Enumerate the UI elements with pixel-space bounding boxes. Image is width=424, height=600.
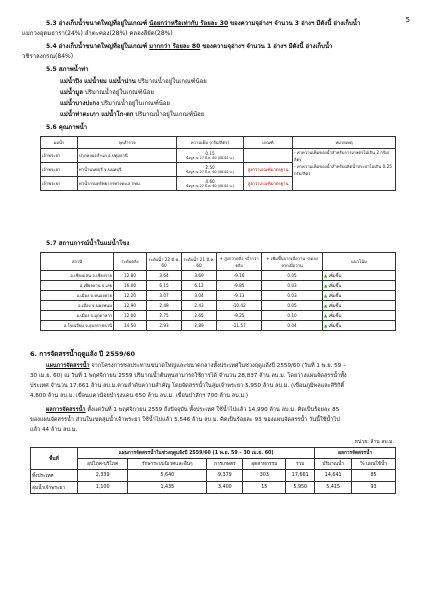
sub-header: อุปโภค-บริโภค bbox=[78, 459, 128, 470]
runoff-row: แม่น้ำปิง แม่น้ำยม แม่น้ำน่าน ปริมาณน้ำอยู่ในเกณฑ์น้อย bbox=[60, 78, 207, 85]
sub-header: % แผนใช้น้ำ bbox=[352, 459, 396, 470]
sub-header: รวม bbox=[286, 459, 315, 470]
table-row: อ.เมือง จ.มุกดาหาร 12.00 2.75 2.65 -9.25 0.10 ▲ เพิ่มขึ้น bbox=[41, 311, 396, 321]
triangle-up-icon: ▲ bbox=[324, 313, 328, 318]
sub-header: ปริมาณน้ำ bbox=[315, 459, 352, 470]
plan-paragraph: แผนการจัดสรรน้ำ จากโครงการชลประทานขนาดใหญ่และขนาดกลางทั้งประเทศในช่วงฤดูแล้งปี 2559/60 (วันที่ 1 พ.ย. 59 – bbox=[46, 363, 346, 369]
section-6-title: 6. การจัดสรรน้ำฤดูแล้ง ปี 2559/60 bbox=[30, 350, 136, 358]
table-row: อ.เมือง จ.หนองคาย 12.20 3.07 3.04 -9.13 0.03 ▲ เพิ่มขึ้น bbox=[41, 291, 396, 301]
section-5-4: 5.4 อ่างเก็บน้ำขนาดใหญ่ที่อยู่ในเกณฑ์ มากกว่า ร้อยละ 80 ของความจุอ่างฯ จำนวน 1 อ่างฯ มีดังนี้ อ่างเก็บน้ำ bbox=[46, 43, 333, 50]
plan-paragraph-line: ประเทศ จำนวน 17,661 ล้าน ลบ.ม.ตามลำดับความสำคัญ โดยจัดสรรน้ำในลุ่มเจ้าพระยา 5,950 ล้าน ลบ.ม. (เขื่อนภูมิพลและสิริกิติ์ bbox=[30, 383, 345, 389]
col-header: พื้นที่ bbox=[31, 448, 78, 470]
col-header: แนวโน้ม bbox=[323, 253, 396, 271]
table-row: อ.โขงเจียม จ.อุบลราชธานี 14.50 2.93 2.89 -11.57 0.04 ▲ เพิ่มขึ้น bbox=[41, 321, 396, 331]
col-header: ระดับตลิ่ง bbox=[114, 253, 147, 271]
sub-header: การเกษตร bbox=[207, 459, 243, 470]
section-5-4-detail: วชิราลงกรณ(84%) bbox=[22, 53, 74, 60]
col-header: สถานี bbox=[41, 253, 114, 271]
unit-label: หน่วย: ล้าน ลบ.ม. bbox=[354, 439, 394, 445]
triangle-up-icon: ▲ bbox=[324, 283, 328, 288]
allocation-table bbox=[30, 447, 396, 494]
sub-header: รักษาระบบนิเวศและอื่นๆ bbox=[128, 459, 207, 470]
triangle-up-icon: ▲ bbox=[324, 273, 328, 278]
result-paragraph-line: ของแผนจัดสรรน้ำ ส่วนในเขตลุ่มน้ำเจ้าพระยา ใช้น้ำไปแล้ว 5,546 ล้าน ลบ.ม. คิดเป็นร้อยละ 93 ของแผนจัดสรรน้ำ วันนี้ใช้น้ำไป bbox=[30, 417, 340, 423]
col-header: ระดับน้ำ 22 มี.ค. 60 bbox=[147, 253, 182, 271]
col-header: ระดับน้ำ 21 มี.ค. 60 bbox=[182, 253, 217, 271]
col-header: + สูงกว่าตลิ่ง -ต่ำกว่าตลิ่ง bbox=[217, 253, 262, 271]
result-paragraph: ผลการจัดสรรน้ำ ตั้งแต่วันที่ 1 พฤศจิกายน 2559 ถึงปัจจุบัน ทั้งประเทศ ใช้น้ำไปแล้ว 14,990 ล้าน ลบ.ม. คิดเป็นร้อยละ 85 bbox=[46, 407, 340, 413]
col-header: แผนการจัดสรรน้ำในช่วงฤดูแล้งปี 2559/60 (1 พ.ย. 59 – 30 เม.ย. 60) bbox=[78, 448, 315, 459]
plan-paragraph-line: 30 เม.ย. 60) ณ วันที่ 1 พฤศจิกายน 2559 ปริมาณน้ำต้นทุนสามารถใช้การได้ จำนวน 28,837 ล้าน ลบ.ม. โดยวางแผนจัดสรรน้ำทั้ง bbox=[30, 373, 347, 379]
mekong-table bbox=[40, 252, 396, 331]
col-header: เกณฑ์ bbox=[244, 137, 293, 149]
runoff-row: แม่น้ำบางปะกง ปริมาณน้ำอยู่ในเกณฑ์น้อย bbox=[60, 100, 170, 107]
triangle-up-icon: ▲ bbox=[324, 323, 328, 328]
table-row: อ.เมือง จ.นครพนม 12.90 2.48 2.43 -10.42 0.05 ▲ เพิ่มขึ้น bbox=[41, 301, 396, 311]
table-row: อ.เชียงคาน จ.เลย 16.00 6.15 6.12 -9.85 0.03 ▲ เพิ่มขึ้น bbox=[41, 281, 396, 291]
result-paragraph-line: แล้ว 44 ล้าน ลบ.ม. bbox=[30, 427, 78, 433]
section-5-3-detail: แม่กวงอุดมธารา(24%) ลำตะคอง(28%) คลองสียัด(28%) bbox=[22, 30, 173, 37]
col-header: + เพิ่มขึ้นจากเมื่อวาน -ลดลงจากเมื่อวาน bbox=[262, 253, 323, 271]
col-header: จุดสำรวจ bbox=[78, 137, 177, 149]
triangle-up-icon: ▲ bbox=[324, 303, 328, 308]
section-5-5-title: 5.5 สภาพน้ำท่า bbox=[46, 66, 89, 73]
table-row: ทั้งประเทศ 2,339 5,640 9,379 303 17,661 14,641 85 bbox=[31, 470, 396, 482]
page-number: 5 bbox=[405, 16, 410, 24]
sub-header: อุตสาหกรรม bbox=[243, 459, 286, 470]
triangle-up-icon: ▲ bbox=[324, 293, 328, 298]
table-row: เจ้าพระยา ท่าน้ำกรมทรัพยากรทางทะเล กทม. 4.60 ข้อมูล ณ 27 มี.ค. 60 (08.00 น.) สูงกว่าเกณฑ์มาตรฐาน bbox=[41, 177, 396, 191]
col-header: ผลการจัดสรรน้ำ bbox=[315, 448, 396, 459]
col-header: ความเค็ม (กรัม/ลิตร) bbox=[177, 137, 244, 149]
water-quality-table bbox=[40, 136, 396, 191]
runoff-row: แม่น้ำมูล ปริมาณน้ำอยู่ในเกณฑ์น้อย bbox=[60, 89, 154, 96]
section-5-7-title: 5.7 สถานการณ์น้ำในแม่น้ำโขง bbox=[46, 240, 130, 247]
col-header: แม่น้ำ bbox=[41, 137, 78, 149]
table-row: อ.เชียงแสน จ.เชียงราย 12.80 3.64 3.69 -9.16 0.05 ▲ เพิ่มขึ้น bbox=[41, 271, 396, 281]
runoff-row: แม่น้ำท่าตะเภา แม่น้ำโก-ตก ปริมาณน้ำอยู่ในเกณฑ์น้อย bbox=[60, 111, 205, 118]
table-row: ลุ่มน้ำเจ้าพระยา 1,100 1,435 3,400 15 5,950 5,415 93 bbox=[31, 482, 396, 494]
table-row: เจ้าพระยา ปากคลองสำแล อ.ปทุมธานี 0.15 ข้อมูล ณ 27 มี.ค. 60 (08.00 น.) - ค่าความเค็มของน้ำสำหรับการเกษตรไม่เกิน 2 กรัม/ลิตร - ค่าความเค็มของน้ำสำหรับผลิตน้ำประปาไม่เกิน 0.25 กรัม/ลิตร bbox=[41, 149, 396, 163]
section-5-6-title: 5.6 คุณภาพน้ำ bbox=[46, 124, 88, 131]
section-5-3: 5.3 อ่างเก็บน้ำขนาดใหญ่ที่อยู่ในเกณฑ์ น้อยกว่าหรือเท่ากับ ร้อยละ 30 ของความจุอ่างฯ จำนวน 3 อ่างฯ มีดังนี้ อ่างเก็บน้ำ bbox=[46, 20, 361, 27]
plan-paragraph-line: 4,600 ล้าน ลบ.ม. เขื่อนแควน้อยบำรุงแดน 650 ล้าน ลบ.ม. เขื่อนป่าสักฯ 700 ล้าน ลบ.ม.) bbox=[30, 393, 249, 399]
col-header: หมายเหตุ bbox=[293, 137, 396, 149]
table-row: เจ้าพระยา ท่าน้ำนนทบุรี จ.นนทบุรี 2.50 ข้อมูล ณ 27 มี.ค. 60 (08.00 น.) สูงกว่าเกณฑ์มาตรฐาน bbox=[41, 163, 396, 177]
